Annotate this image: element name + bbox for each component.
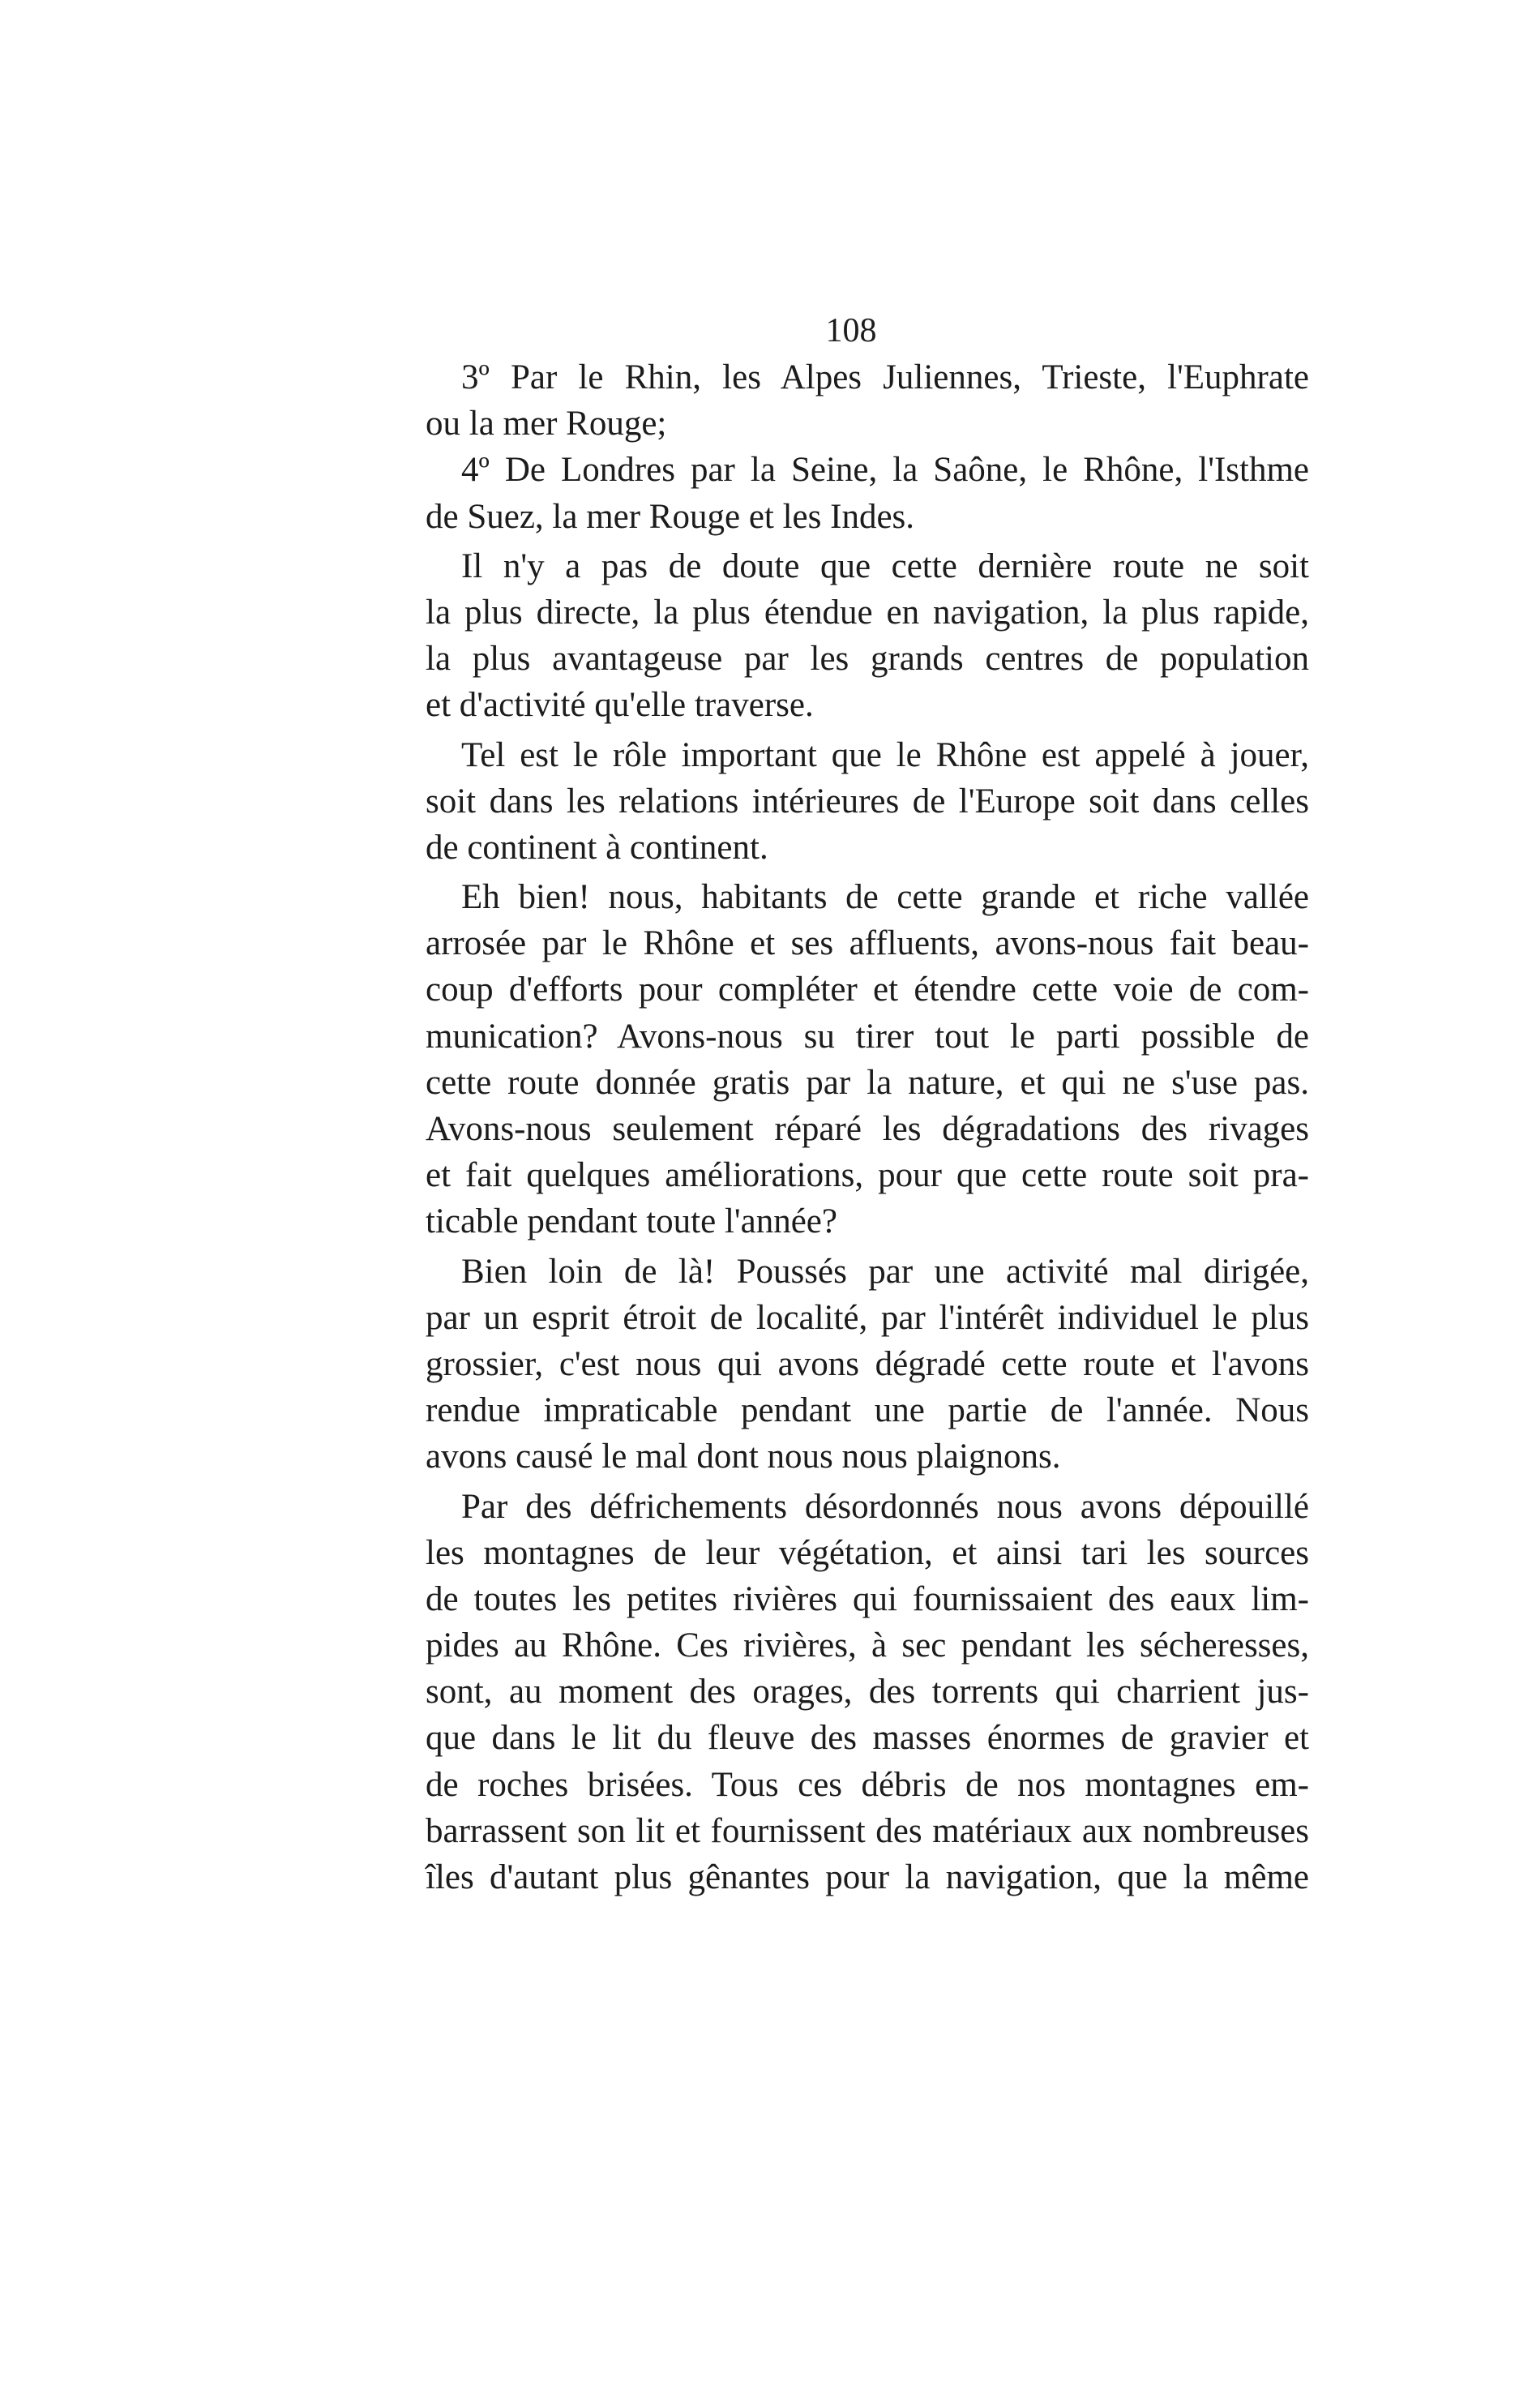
text-line: de Suez, la mer Rouge et les Indes.	[426, 497, 915, 536]
text-line: que dans le lit du fleuve des masses énormes de gravier et	[426, 1719, 1309, 1758]
text-line: par un esprit étroit de localité, par l'intérêt individuel le plus	[426, 1298, 1309, 1337]
text-line: rendue impraticable pendant une partie de l'année. Nous	[426, 1391, 1309, 1430]
text-line: Tel est le rôle important que le Rhône est appelé à jouer,	[461, 735, 1309, 774]
text-line: avons causé le mal dont nous nous plaignons.	[426, 1438, 1061, 1476]
text-line: de toutes les petites rivières qui fournissaient des eaux lim-	[426, 1579, 1309, 1618]
text-line: grossier, c'est nous qui avons dégradé cette route et l'avons	[426, 1344, 1309, 1383]
page-number: 108	[825, 312, 877, 349]
text-line: arrosée par le Rhône et ses affluents, avons-nous fait beau-	[426, 924, 1309, 963]
text-line: 4º De Londres par la Seine, la Saône, le Rhône, l'Isthme	[461, 451, 1309, 490]
text-line: les montagnes de leur végétation, et ainsi tari les sources	[426, 1533, 1309, 1572]
text-line: Bien loin de là! Poussés par une activité mal dirigée,	[461, 1252, 1309, 1291]
text-line: Avons-nous seulement réparé les dégradations des rivages	[426, 1110, 1309, 1148]
body-text	[426, 354, 1309, 1900]
text-line: coup d'efforts pour compléter et étendre cette voie de com-	[426, 970, 1309, 1009]
text-line: et d'activité qu'elle traverse.	[426, 686, 814, 725]
text-line: Eh bien! nous, habitants de cette grande et riche vallée	[461, 878, 1309, 917]
text-line: soit dans les relations intérieures de l'Europe soit dans celles	[426, 782, 1309, 821]
text-line: cette route donnée gratis par la nature, et qui ne s'use pas.	[426, 1063, 1309, 1102]
text-line: munication? Avons-nous su tirer tout le parti possible de	[426, 1017, 1309, 1056]
text-line: ou la mer Rouge;	[426, 405, 667, 443]
text-line: 3º Par le Rhin, les Alpes Juliennes, Trieste, l'Euphrate	[461, 358, 1309, 396]
text-line: de roches brisées. Tous ces débris de nos montagnes em-	[426, 1765, 1309, 1804]
text-line: la plus avantageuse par les grands centres de population	[426, 640, 1309, 679]
text-line: barrassent son lit et fournissent des matériaux aux nombreuses	[426, 1811, 1309, 1850]
text-line: ticable pendant toute l'année?	[426, 1202, 837, 1241]
text-line: sont, au moment des orages, des torrents qui charrient jus-	[426, 1673, 1309, 1712]
text-line: pides au Rhône. Ces rivières, à sec pendant les sécheresses,	[426, 1626, 1309, 1665]
text-line: Par des défrichements désordonnés nous avons dépouillé	[461, 1487, 1309, 1526]
text-line: la plus directe, la plus étendue en navigation, la plus rapide,	[426, 593, 1309, 632]
text-line: et fait quelques améliorations, pour que cette route soit pra-	[426, 1156, 1309, 1195]
text-line: Il n'y a pas de doute que cette dernière route ne soit	[461, 546, 1309, 585]
text-line: de continent à continent.	[426, 828, 768, 867]
text-line: îles d'autant plus gênantes pour la navigation, que la même	[426, 1858, 1309, 1896]
